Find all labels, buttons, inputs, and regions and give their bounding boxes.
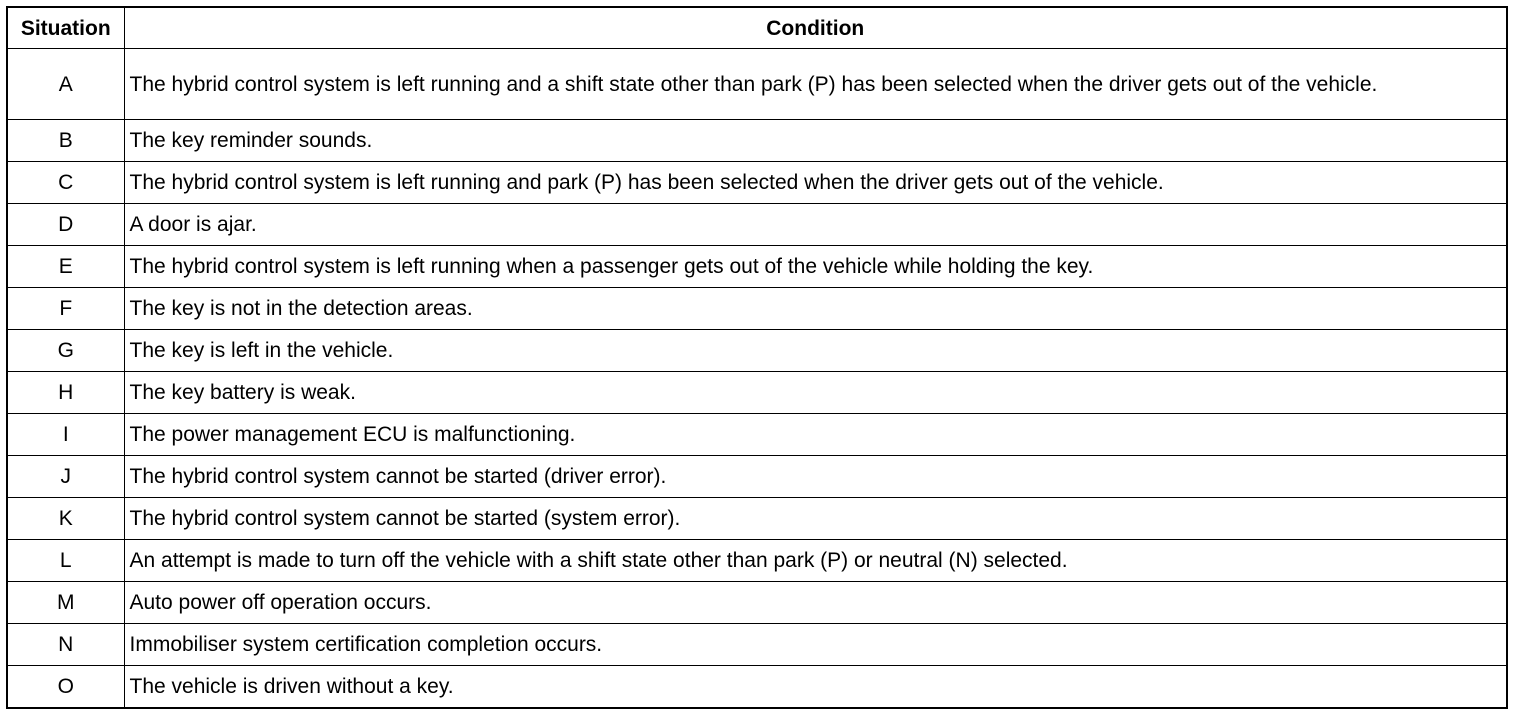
table-row (7, 162, 1507, 204)
situation-cell: H (7, 372, 124, 414)
condition-cell: The power management ECU is malfunctioning. (124, 414, 1507, 456)
table-row (7, 49, 1507, 120)
situation-cell: O (7, 666, 124, 709)
table-row (7, 414, 1507, 456)
condition-cell: A door is ajar. (124, 204, 1507, 246)
condition-cell: An attempt is made to turn off the vehicle with a shift state other than park (P) or neutral (N) selected. (124, 540, 1507, 582)
condition-cell: The key battery is weak. (124, 372, 1507, 414)
table-row (7, 498, 1507, 540)
situation-cell: L (7, 540, 124, 582)
table-row (7, 246, 1507, 288)
condition-cell: The hybrid control system is left running when a passenger gets out of the vehicle while holding the key. (124, 246, 1507, 288)
table-row (7, 456, 1507, 498)
condition-cell: The key is not in the detection areas. (124, 288, 1507, 330)
table-row (7, 204, 1507, 246)
table-row (7, 666, 1507, 709)
header-situation: Situation (7, 7, 124, 49)
situation-cell: K (7, 498, 124, 540)
table-row (7, 288, 1507, 330)
situation-cell: D (7, 204, 124, 246)
situation-condition-table (6, 6, 1508, 709)
situation-cell: J (7, 456, 124, 498)
condition-cell: Immobiliser system certification completion occurs. (124, 624, 1507, 666)
situation-cell: N (7, 624, 124, 666)
table-row (7, 624, 1507, 666)
table-row (7, 540, 1507, 582)
situation-cell: M (7, 582, 124, 624)
condition-cell: The hybrid control system is left running and park (P) has been selected when the driver gets out of the vehicle. (124, 162, 1507, 204)
header-condition: Condition (124, 7, 1507, 49)
situation-cell: C (7, 162, 124, 204)
table-row (7, 582, 1507, 624)
header-row (7, 7, 1507, 49)
condition-cell: The key reminder sounds. (124, 120, 1507, 162)
condition-cell: The vehicle is driven without a key. (124, 666, 1507, 709)
table-row (7, 330, 1507, 372)
condition-cell: The hybrid control system cannot be started (driver error). (124, 456, 1507, 498)
situation-cell: A (7, 49, 124, 120)
table-row (7, 120, 1507, 162)
condition-cell: The hybrid control system is left running and a shift state other than park (P) has been selected when the driver gets out of the vehicle. (124, 49, 1507, 120)
table-row (7, 372, 1507, 414)
condition-cell: Auto power off operation occurs. (124, 582, 1507, 624)
condition-cell: The hybrid control system cannot be started (system error). (124, 498, 1507, 540)
situation-cell: G (7, 330, 124, 372)
situation-cell: E (7, 246, 124, 288)
situation-cell: F (7, 288, 124, 330)
situation-condition-table-container (6, 6, 1506, 709)
condition-cell: The key is left in the vehicle. (124, 330, 1507, 372)
situation-cell: I (7, 414, 124, 456)
situation-cell: B (7, 120, 124, 162)
